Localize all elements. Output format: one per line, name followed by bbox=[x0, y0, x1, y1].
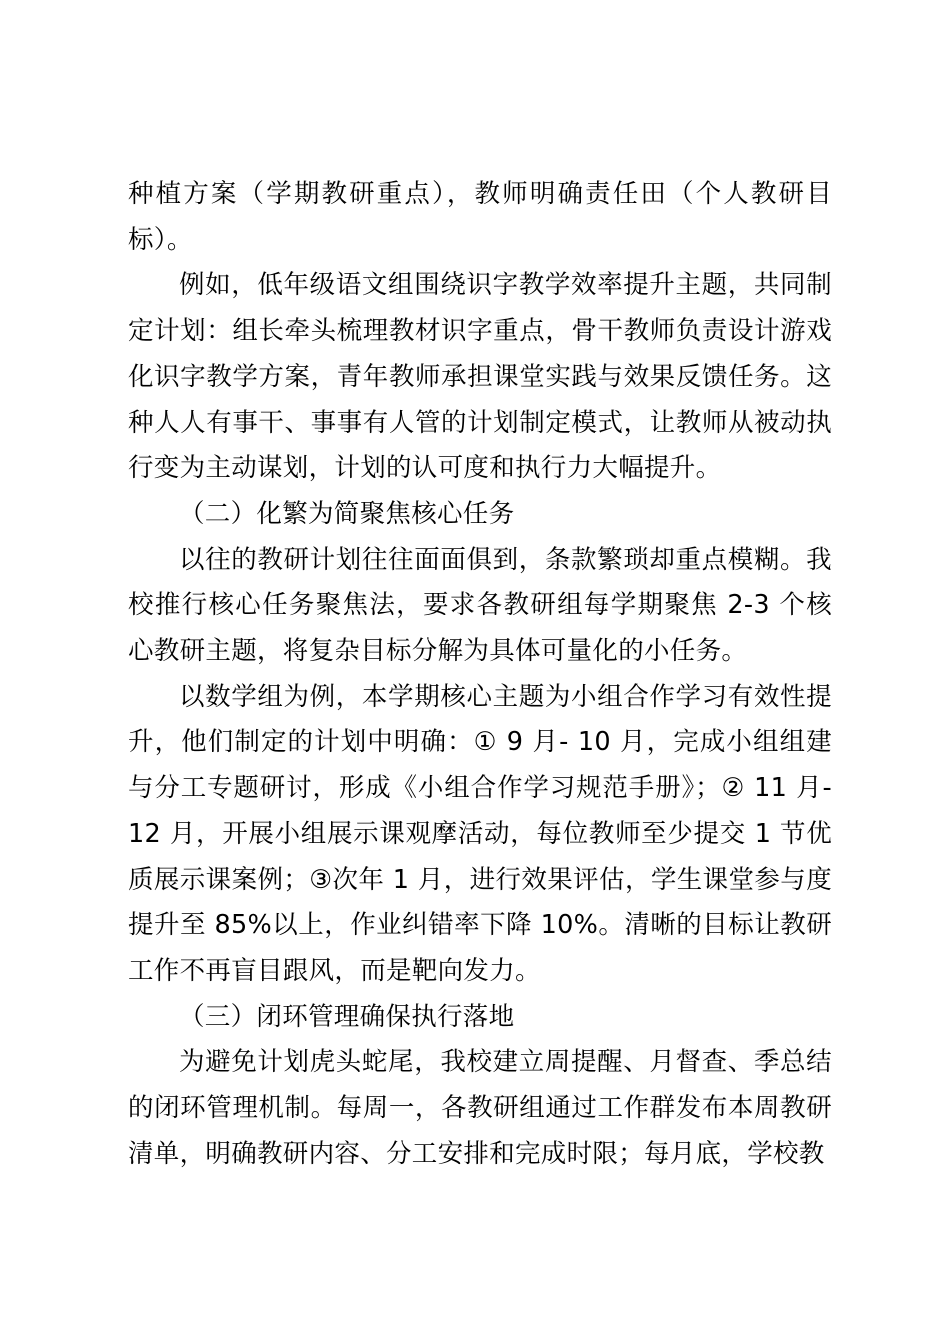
document-body bbox=[128, 172, 832, 1177]
paragraph-math-example: 以数学组为例，本学期核心主题为小组合作学习有效性提升，他们制定的计划中明确：① 9 月- 10 月，完成小组组建与分工专题研讨，形成《小组合作学习规范手册》；② 11 月- 12 月，开展小组展示课观摩活动，每位教师至少提交 1 节优质展示课案例；③次年 1 月，进行效果评估，学生课堂参与度提升至 85%以上，作业纠错率下降 10%。清晰的目标让教研工作不再盲目跟风，而是靶向发力。 bbox=[128, 681, 832, 986]
section-heading-3: （三）闭环管理确保执行落地 bbox=[179, 1001, 515, 1032]
paragraph-continuation: 种植方案（学期教研重点），教师明确责任田（个人教研目标）。 bbox=[128, 179, 832, 255]
section-heading-2: （二）化繁为简聚焦核心任务 bbox=[179, 498, 515, 529]
paragraph-example-chinese-group: 例如，低年级语文组围绕识字教学效率提升主题，共同制定计划：组长牵头梳理教材识字重点，骨干教师负责设计游戏化识字教学方案，青年教师承担课堂实践与效果反馈任务。这种人人有事干、事事有人管的计划制定模式，让教师从被动执行变为主动谋划，计划的认可度和执行力大幅提升。 bbox=[128, 270, 832, 484]
paragraph-closed-loop: 为避免计划虎头蛇尾，我校建立周提醒、月督查、季总结的闭环管理机制。每周一，各教研组通过工作群发布本周教研清单，明确教研内容、分工安排和完成时限；每月底，学校教 bbox=[128, 1047, 832, 1169]
paragraph-core-task: 以往的教研计划往往面面俱到，条款繁琐却重点模糊。我校推行核心任务聚焦法，要求各教研组每学期聚焦 2-3 个核心教研主题，将复杂目标分解为具体可量化的小任务。 bbox=[128, 544, 832, 667]
